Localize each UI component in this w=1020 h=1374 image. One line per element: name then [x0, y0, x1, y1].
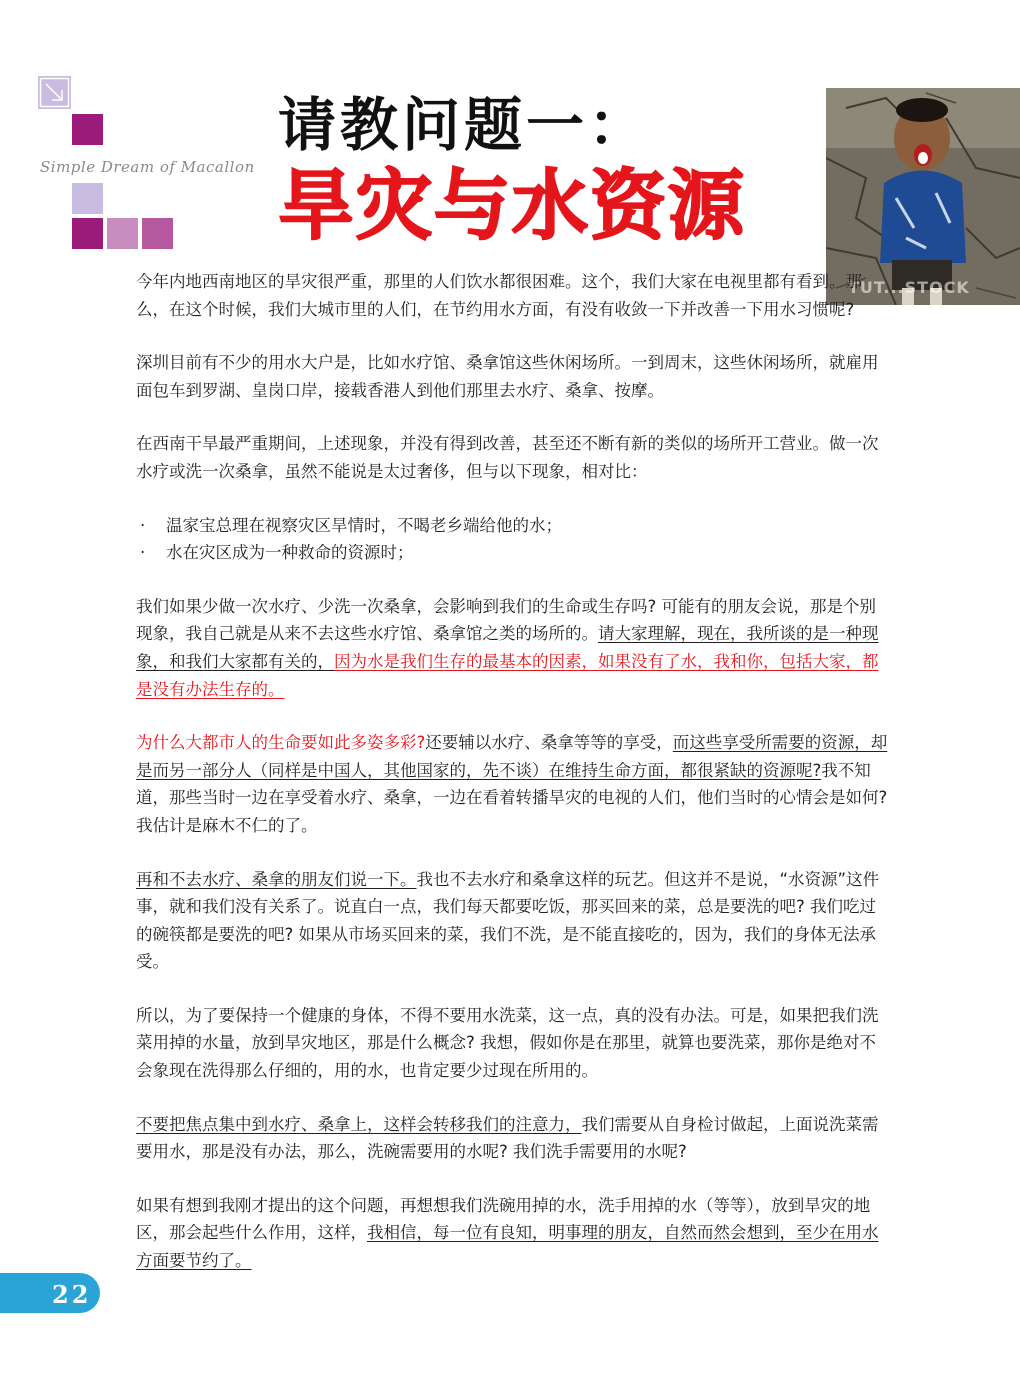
- paragraph-7: 所以，为了要保持一个健康的身体，不得不要用水洗菜，这一点，真的没有办法。可是，如果把我们洗菜用掉的水量，放到旱灾地区，那是什么概念? 我想，假如你是在那里，就算也要洗菜，那你是绝对不会象现在洗得那么仔细的，用的水，也肯定要少过现在所用的。: [136, 1005, 879, 1081]
- deco-square-purple-1: [72, 114, 103, 145]
- bullet-text-1: 温家宝总理在视察灾区旱情时，不喝老乡端给他的水；: [166, 515, 562, 535]
- paragraph-9-part-a: 如果有想到我刚才提出的这个问题，再想想我们洗碗用掉的水，洗手用掉的水（等等），放到旱灾的地区，那会起些什么作用，这样，: [136, 1195, 871, 1243]
- paragraph-4-part-a: 我们如果少做一次水疗、少洗一次桑拿，会影响到我们的生命或生存吗? 可能有的朋友会说，那是个别现象，我自己就是从来不去这些水疗馆、桑拿馆之类的场所的。: [136, 596, 877, 644]
- paragraph-2: 深圳目前有不少的用水大户是，比如水疗馆、桑拿馆这些休闲场所。一到周末，这些休闲场所，就雇用面包车到罗湖、皇岗口岸，接载香港人到他们那里去水疗、桑拿、按摩。: [136, 353, 879, 400]
- list-item: [136, 512, 888, 540]
- bullet-dot: ·: [140, 515, 146, 535]
- paragraph-1: 今年内地西南地区的旱灾很严重，那里的人们饮水都很困难。这个，我们大家在电视里都有看到。那么，在这个时候，我们大城市里的人们，在节约用水方面，有没有收敛一下并改善一下用水习惯呢?: [136, 272, 862, 319]
- paragraph-5-part-b: 还要辅以水疗、桑拿等等的享受，: [425, 733, 673, 753]
- paragraph-5-part-d: 我不知道，那些当时一边在享受着水疗、桑拿，一边在看着转播旱灾的电视的人们，他们当时的心情会是如何? 我估计是麻木不仁的了。: [136, 760, 888, 835]
- paragraph-6-part-b: 我也不去水疗和桑拿这样的玩艺。但这并不是说，“水资源”这件事，就和我们没有关系了。说直白一点，我们每天都要吃饭，那买回来的菜，总是要洗的吧? 我们吃过的碗筷都是要洗的吧? 如果从市场买回来的菜，我们不洗，是不能直接吃的，因为，我们的身体无法承受。: [136, 869, 880, 972]
- bullet-list: [136, 512, 888, 567]
- photo-watermark: TUT...STOCK: [848, 278, 970, 297]
- page-title-line1: 请教问题一：: [278, 91, 651, 159]
- bullet-dot: ·: [140, 543, 146, 563]
- page-number: 22: [52, 1280, 92, 1309]
- deco-square-pink-1: [107, 218, 138, 249]
- paragraph-9: [136, 1192, 888, 1275]
- paragraph-5-underline: 而这些享受所需要的资源，却是而另一部分人（同样是中国人，其他国家的，先不谈）在维持生命方面，都很紧缺的资源呢?: [136, 733, 888, 780]
- deco-square-purple-2: [72, 218, 103, 249]
- paragraph-5-red-question: 为什么大都市人的生命要如此多姿多彩?: [136, 733, 426, 753]
- deco-square-lavender-2: [72, 183, 103, 214]
- paragraph-8-part-b: 我们需要从自身检讨做起，上面说洗菜需要用水，那是没有办法，那么，洗碗需要用的水呢? 我们洗手需要用的水呢?: [136, 1114, 879, 1162]
- paragraph-4-red-underline: 因为水是我们生存的最基本的因素，如果没有了水，我和你，包括大家，都是没有办法生存的。: [136, 651, 879, 699]
- list-item: [136, 539, 888, 567]
- article-body: [136, 268, 888, 1301]
- paragraph-8-underline: 不要把焦点集中到水疗、桑拿上，这样会转移我们的注意力，: [136, 1114, 582, 1134]
- deco-square-lavender-arrow: [38, 76, 71, 109]
- paragraph-8: [136, 1111, 888, 1166]
- paragraph-4: [136, 593, 888, 703]
- tagline: Simple Dream of Macallon: [40, 158, 255, 176]
- arrow-down-right-icon: [38, 76, 71, 109]
- deco-square-pink-2: [142, 218, 173, 249]
- bullet-text-2: 水在灾区成为一种救命的资源时；: [166, 543, 414, 563]
- paragraph-9-underline: 我相信，每一位有良知，明事理的朋友，自然而然会想到，至少在用水方面要节约了。: [136, 1223, 879, 1271]
- paragraph-5: [136, 729, 888, 839]
- paragraph-4-underline: 请大家理解，现在，我所谈的是一种现象，和我们大家都有关的，: [136, 624, 879, 671]
- paragraph-6: [136, 866, 888, 976]
- paragraph-3: 在西南干旱最严重期间，上述现象，并没有得到改善，甚至还不断有新的类似的场所开工营业。做一次水疗或洗一次桑拿，虽然不能说是太过奢侈，但与以下现象，相对比：: [136, 434, 879, 481]
- paragraph-6-underline: 再和不去水疗、桑拿的朋友们说一下。: [136, 869, 417, 889]
- page-title-line2: 旱灾与水资源: [278, 161, 746, 250]
